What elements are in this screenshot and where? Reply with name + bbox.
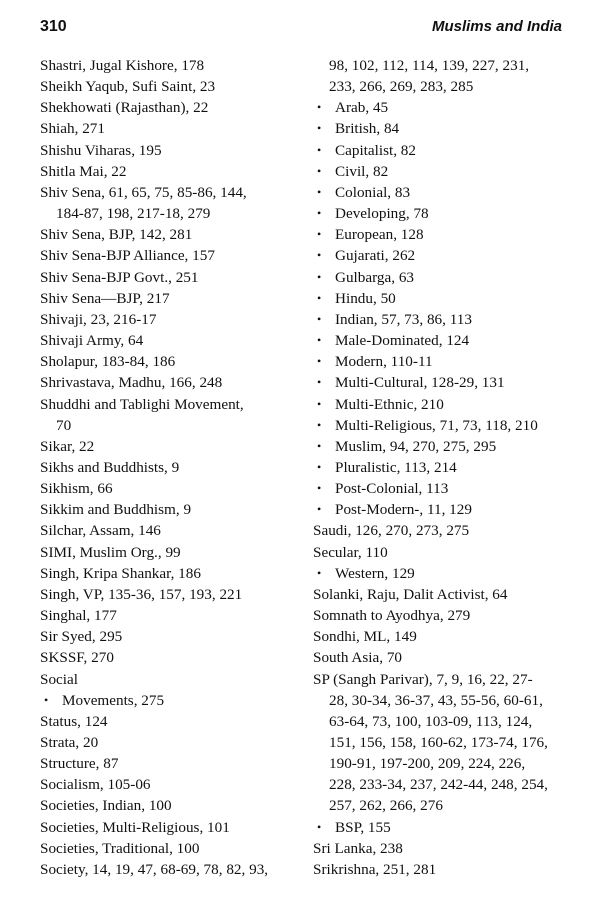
index-entry bbox=[40, 478, 308, 499]
index-entry-text: Shiah, 271 bbox=[40, 120, 105, 138]
index-entry-text: 98, 102, 112, 114, 139, 227, 231, bbox=[329, 57, 530, 74]
index-subentry bbox=[313, 372, 583, 393]
index-entry-text: Sir Syed, 295 bbox=[40, 628, 123, 646]
bullet-icon: • bbox=[317, 248, 322, 263]
bullet-icon: • bbox=[317, 565, 322, 580]
index-entry-text: 28, 30-34, 36-37, 43, 55-56, 60-61, bbox=[329, 691, 543, 709]
index-entry-text: 63-64, 73, 100, 103-09, 113, 124, bbox=[329, 712, 533, 730]
index-entry-continuation bbox=[40, 415, 308, 436]
index-entry-text: Male-Dominated, 124 bbox=[335, 332, 470, 350]
index-entry-continuation bbox=[313, 795, 583, 816]
bullet-icon: • bbox=[317, 311, 322, 326]
index-subentry bbox=[313, 245, 583, 266]
index-entry-text: Shiv Sena, BJP, 142, 281 bbox=[40, 226, 193, 244]
index-entry bbox=[40, 118, 308, 139]
index-subentry bbox=[313, 182, 583, 203]
index-subentry bbox=[313, 457, 583, 478]
bullet-icon: • bbox=[317, 396, 322, 411]
index-entry bbox=[40, 267, 308, 288]
index-entry-continuation bbox=[313, 732, 583, 753]
index-entry-text: Shiv Sena—BJP, 217 bbox=[40, 289, 170, 307]
index-entry-text: Societies, Multi-Religious, 101 bbox=[40, 818, 230, 836]
index-subentry bbox=[313, 309, 583, 330]
index-entry-text: Sri Lanka, 238 bbox=[313, 839, 403, 857]
bullet-icon: • bbox=[317, 290, 322, 305]
index-entry-text: Movements, 275 bbox=[62, 691, 165, 709]
index-entry bbox=[40, 859, 308, 880]
bullet-icon: • bbox=[317, 142, 322, 157]
index-entry-continuation bbox=[313, 690, 583, 711]
index-entry bbox=[40, 711, 308, 732]
index-entry-text: Silchar, Assam, 146 bbox=[40, 522, 161, 540]
index-entry bbox=[40, 542, 308, 563]
index-entry-text: Shivaji Army, 64 bbox=[40, 332, 144, 350]
index-entry-text: Post-Colonial, 113 bbox=[335, 480, 449, 498]
index-entry-text: Shekhowati (Rajasthan), 22 bbox=[40, 99, 209, 117]
index-entry-text: Sikhs and Buddhists, 9 bbox=[40, 458, 180, 476]
index-entry-text: SP (Sangh Parivar), 7, 9, 16, 22, 27- bbox=[313, 670, 533, 688]
index-entry-text: Muslim, 94, 270, 275, 295 bbox=[335, 437, 497, 455]
index-entry-text: Sheikh Yaqub, Sufi Saint, 23 bbox=[40, 78, 216, 96]
index-entry-text: Sondhi, ML, 149 bbox=[313, 628, 417, 646]
index-entry-text: Shuddhi and Tablighi Movement, bbox=[40, 395, 244, 413]
index-entry bbox=[40, 563, 308, 584]
bullet-icon: • bbox=[44, 692, 49, 707]
index-entry-text: Shiv Sena-BJP Govt., 251 bbox=[40, 268, 199, 286]
index-entry bbox=[313, 584, 583, 605]
index-entry bbox=[313, 520, 583, 541]
index-entry bbox=[313, 859, 583, 880]
index-entry bbox=[40, 372, 308, 393]
index-subentry bbox=[313, 288, 583, 309]
index-subentry bbox=[313, 140, 583, 161]
index-entry-text: SKSSF, 270 bbox=[40, 649, 114, 667]
bullet-icon: • bbox=[317, 100, 322, 115]
index-entry-text: Gujarati, 262 bbox=[335, 247, 416, 265]
index-entry-text: Gulbarga, 63 bbox=[335, 268, 415, 286]
index-subentry bbox=[313, 224, 583, 245]
index-entry-text: Pluralistic, 113, 214 bbox=[335, 458, 457, 476]
index-subentry bbox=[313, 394, 583, 415]
index-entry-text: Multi-Religious, 71, 73, 118, 210 bbox=[335, 416, 538, 434]
index-entry bbox=[40, 520, 308, 541]
index-subentry bbox=[313, 203, 583, 224]
index-entry-text: Arab, 45 bbox=[335, 99, 389, 117]
index-entry-text: Multi-Cultural, 128-29, 131 bbox=[335, 374, 505, 392]
index-subentry bbox=[313, 817, 583, 838]
index-entry-continuation bbox=[40, 203, 308, 224]
bullet-icon: • bbox=[317, 333, 322, 348]
index-entry-text: Shrivastava, Madhu, 166, 248 bbox=[40, 374, 223, 392]
index-subentry bbox=[40, 690, 308, 711]
index-entry-text: Indian, 57, 73, 86, 113 bbox=[335, 310, 472, 328]
index-subentry bbox=[313, 499, 583, 520]
index-entry bbox=[40, 182, 308, 203]
index-entry-text: Post-Modern-, 11, 129 bbox=[335, 501, 472, 519]
index-entry-text: 233, 266, 269, 283, 285 bbox=[329, 78, 474, 96]
bullet-icon: • bbox=[317, 438, 322, 453]
index-entry bbox=[40, 669, 308, 690]
index-entry-text: Shitla Mai, 22 bbox=[40, 162, 127, 180]
index-entry-text: 151, 156, 158, 160-62, 173-74, 176, bbox=[329, 734, 548, 751]
index-subentry bbox=[313, 330, 583, 351]
index-entry-text: 70 bbox=[56, 416, 72, 434]
index-entry-text: Singh, VP, 135-36, 157, 193, 221 bbox=[40, 585, 243, 603]
index-entry-text: Sikkim and Buddhism, 9 bbox=[40, 501, 192, 519]
index-entry-text: Sikhism, 66 bbox=[40, 480, 113, 498]
bullet-icon: • bbox=[317, 269, 322, 284]
index-entry-text: Civil, 82 bbox=[335, 162, 389, 180]
index-entry-text: Srikrishna, 251, 281 bbox=[313, 860, 437, 878]
index-entry bbox=[40, 774, 308, 795]
index-entry bbox=[40, 97, 308, 118]
index-entry-continuation bbox=[313, 55, 583, 76]
index-entry bbox=[40, 838, 308, 859]
index-subentry bbox=[313, 161, 583, 182]
index-column-left bbox=[40, 55, 308, 880]
index-subentry bbox=[313, 436, 583, 457]
bullet-icon: • bbox=[317, 417, 322, 432]
bullet-icon: • bbox=[317, 206, 322, 221]
index-entry-text: South Asia, 70 bbox=[313, 649, 403, 667]
bullet-icon: • bbox=[317, 819, 322, 834]
index-entry-text: Colonial, 83 bbox=[335, 183, 411, 201]
index-entry bbox=[40, 140, 308, 161]
index-entry bbox=[313, 626, 583, 647]
index-entry bbox=[40, 161, 308, 182]
index-entry-text: Shishu Viharas, 195 bbox=[40, 141, 162, 159]
index-entry-text: SIMI, Muslim Org., 99 bbox=[40, 543, 181, 561]
index-entry-text: Singh, Kripa Shankar, 186 bbox=[40, 564, 201, 582]
index-entry bbox=[40, 795, 308, 816]
bullet-icon: • bbox=[317, 354, 322, 369]
index-entry-text: Status, 124 bbox=[40, 712, 108, 730]
index-entry bbox=[40, 394, 308, 415]
index-entry-text: Society, 14, 19, 47, 68-69, 78, 82, 93, bbox=[40, 860, 269, 878]
bullet-icon: • bbox=[317, 375, 322, 390]
index-entry bbox=[40, 76, 308, 97]
index-entry-text: Developing, 78 bbox=[335, 205, 429, 223]
bullet-icon: • bbox=[317, 163, 322, 178]
index-entry-text: Sholapur, 183-84, 186 bbox=[40, 353, 176, 371]
index-entry-text: Societies, Indian, 100 bbox=[40, 797, 172, 815]
index-entry-continuation bbox=[313, 774, 583, 795]
index-entry-text: Hindu, 50 bbox=[335, 289, 396, 307]
running-title: Muslims and India bbox=[431, 18, 562, 35]
bullet-icon: • bbox=[317, 227, 322, 242]
index-entry bbox=[313, 669, 583, 690]
index-entry-text: Strata, 20 bbox=[40, 734, 99, 751]
index-entry-text: 228, 233-34, 237, 242-44, 248, 254, bbox=[329, 776, 548, 794]
index-entry-text: Shiv Sena, 61, 65, 75, 85-86, 144, bbox=[40, 183, 247, 201]
index-entry bbox=[40, 626, 308, 647]
index-entry-text: Solanki, Raju, Dalit Activist, 64 bbox=[313, 585, 508, 603]
index-entry-text: Societies, Traditional, 100 bbox=[40, 839, 200, 857]
index-entry-text: Socialism, 105-06 bbox=[40, 776, 151, 794]
bullet-icon: • bbox=[317, 184, 322, 199]
index-entry bbox=[40, 351, 308, 372]
index-entry bbox=[313, 647, 583, 668]
index-entry-text: Structure, 87 bbox=[40, 755, 119, 773]
index-subentry bbox=[313, 563, 583, 584]
index-subentry bbox=[313, 118, 583, 139]
index-entry-text: European, 128 bbox=[335, 226, 424, 244]
index-entry bbox=[40, 605, 308, 626]
index-entry bbox=[40, 817, 308, 838]
index-entry-text: Shastri, Jugal Kishore, 178 bbox=[40, 57, 205, 74]
bullet-icon: • bbox=[317, 121, 322, 136]
index-subentry bbox=[313, 415, 583, 436]
index-entry-text: Capitalist, 82 bbox=[335, 141, 416, 159]
index-entry-continuation bbox=[313, 711, 583, 732]
index-entry bbox=[40, 647, 308, 668]
index-entry bbox=[40, 753, 308, 774]
index-entry-continuation bbox=[313, 753, 583, 774]
index-entry-text: BSP, 155 bbox=[335, 818, 391, 836]
index-entry bbox=[313, 838, 583, 859]
index-entry bbox=[40, 584, 308, 605]
index-entry-continuation bbox=[313, 76, 583, 97]
index-entry-text: Modern, 110-11 bbox=[335, 353, 433, 371]
index-entry bbox=[40, 732, 308, 753]
index-subentry bbox=[313, 267, 583, 288]
index-entry-text: Shivaji, 23, 216-17 bbox=[40, 310, 157, 328]
index-entry bbox=[313, 542, 583, 563]
index-entry-text: British, 84 bbox=[335, 120, 400, 138]
index-entry bbox=[40, 55, 308, 76]
index-entry bbox=[313, 605, 583, 626]
bullet-icon: • bbox=[317, 459, 322, 474]
page-number: 310 bbox=[40, 18, 67, 35]
index-subentry bbox=[313, 97, 583, 118]
index-entry-text: 184-87, 198, 217-18, 279 bbox=[56, 205, 211, 223]
index-entry bbox=[40, 457, 308, 478]
index-column-right bbox=[313, 55, 583, 880]
index-entry-text: Saudi, 126, 270, 273, 275 bbox=[313, 522, 470, 540]
index-subentry bbox=[313, 351, 583, 372]
index-entry-text: Singhal, 177 bbox=[40, 607, 117, 625]
index-entry-text: Western, 129 bbox=[335, 564, 415, 582]
index-entry bbox=[40, 309, 308, 330]
index-entry-text: Multi-Ethnic, 210 bbox=[335, 395, 444, 413]
index-entry bbox=[40, 330, 308, 351]
index-entry-text: Social bbox=[40, 670, 78, 688]
index-entry bbox=[40, 245, 308, 266]
index-entry-text: Sikar, 22 bbox=[40, 437, 95, 455]
index-entry bbox=[40, 436, 308, 457]
index-subentry bbox=[313, 478, 583, 499]
index-entry-text: Secular, 110 bbox=[313, 543, 388, 561]
bullet-icon: • bbox=[317, 502, 322, 517]
index-entry-text: Shiv Sena-BJP Alliance, 157 bbox=[40, 247, 215, 265]
bullet-icon: • bbox=[317, 481, 322, 496]
index-entry-text: 257, 262, 266, 276 bbox=[329, 797, 443, 815]
index-entry-text: Somnath to Ayodhya, 279 bbox=[313, 607, 471, 625]
index-entry bbox=[40, 288, 308, 309]
index-entry bbox=[40, 499, 308, 520]
page-header bbox=[40, 18, 562, 44]
index-entry-text: 190-91, 197-200, 209, 224, 226, bbox=[329, 755, 526, 773]
index-entry bbox=[40, 224, 308, 245]
